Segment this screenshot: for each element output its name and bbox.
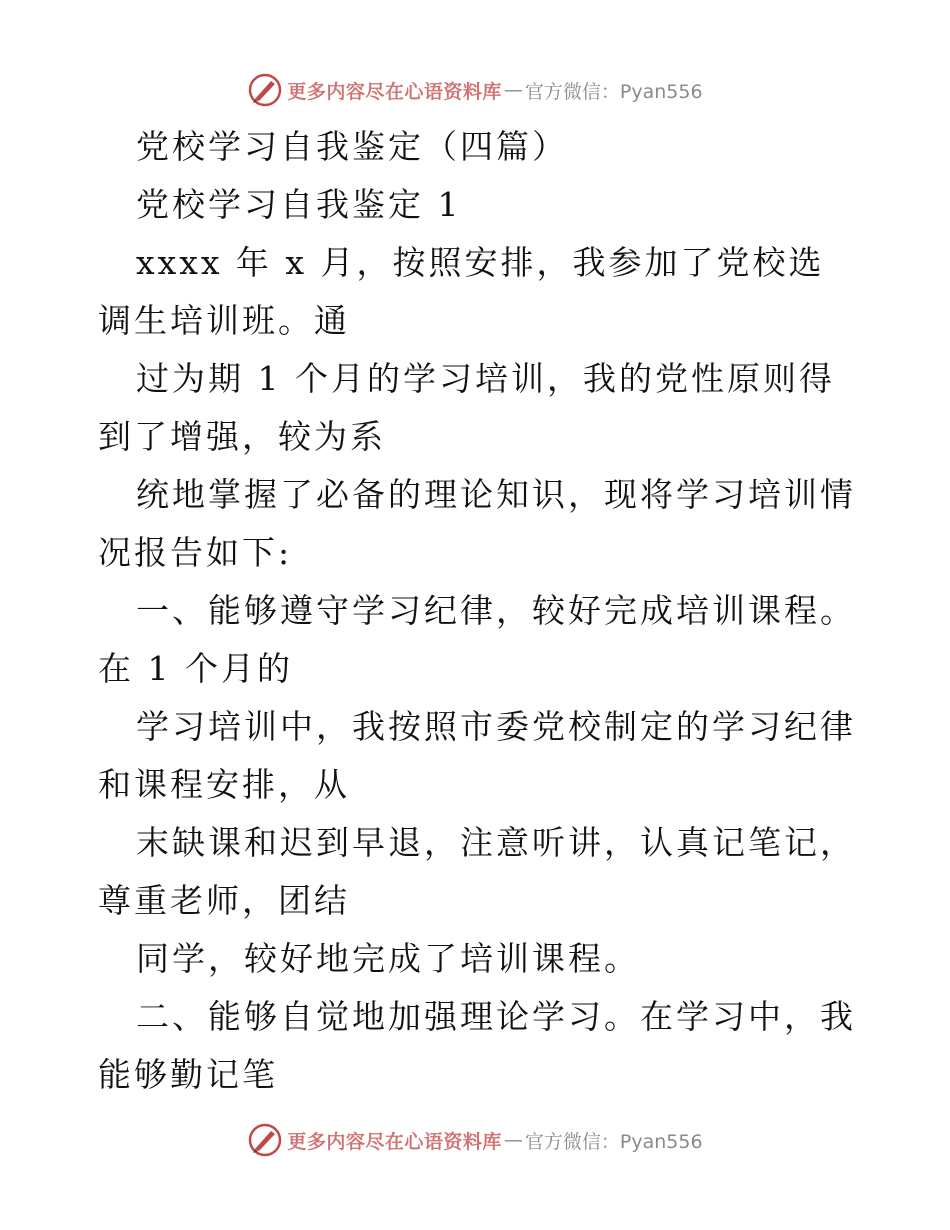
watermark-wechat: 官方微信：Pyan556 — [524, 80, 703, 103]
document-title: 党校学习自我鉴定（四篇） — [136, 127, 568, 166]
header-watermark — [0, 70, 950, 110]
paragraph: xxxx 年 x 月，按照安排，我参加了党校选调生培训班。通 — [98, 243, 825, 340]
footer-watermark — [0, 1120, 950, 1160]
pen-logo-icon — [247, 1122, 283, 1158]
paragraph: 统地掌握了必备的理论知识，现将学习培训情况报告如下: — [98, 475, 856, 572]
paragraph: 末缺课和迟到早退，注意听讲，认真记笔记，尊重老师，团结 — [98, 823, 856, 920]
watermark-brand: 更多内容尽在心语资料库 — [287, 80, 502, 103]
watermark-separator: — — [503, 79, 523, 101]
paragraph: 同学，较好地完成了培训课程。 — [136, 939, 640, 978]
section-heading: 党校学习自我鉴定 1 — [136, 185, 462, 224]
watermark-wechat: 官方微信：Pyan556 — [524, 1130, 703, 1153]
document-body — [98, 118, 858, 1104]
watermark-separator: — — [503, 1129, 523, 1151]
paragraph: 过为期 1 个月的学习培训，我的党性原则得到了增强，较为系 — [98, 359, 835, 456]
watermark-brand: 更多内容尽在心语资料库 — [287, 1130, 502, 1153]
paragraph: 学习培训中，我按照市委党校制定的学习纪律和课程安排，从 — [98, 707, 856, 804]
paragraph: 一、能够遵守学习纪律，较好完成培训课程。在 1 个月的 — [98, 591, 856, 688]
pen-logo-icon — [247, 72, 283, 108]
paragraph: 二、能够自觉地加强理论学习。在学习中，我能够勤记笔 — [98, 997, 856, 1094]
